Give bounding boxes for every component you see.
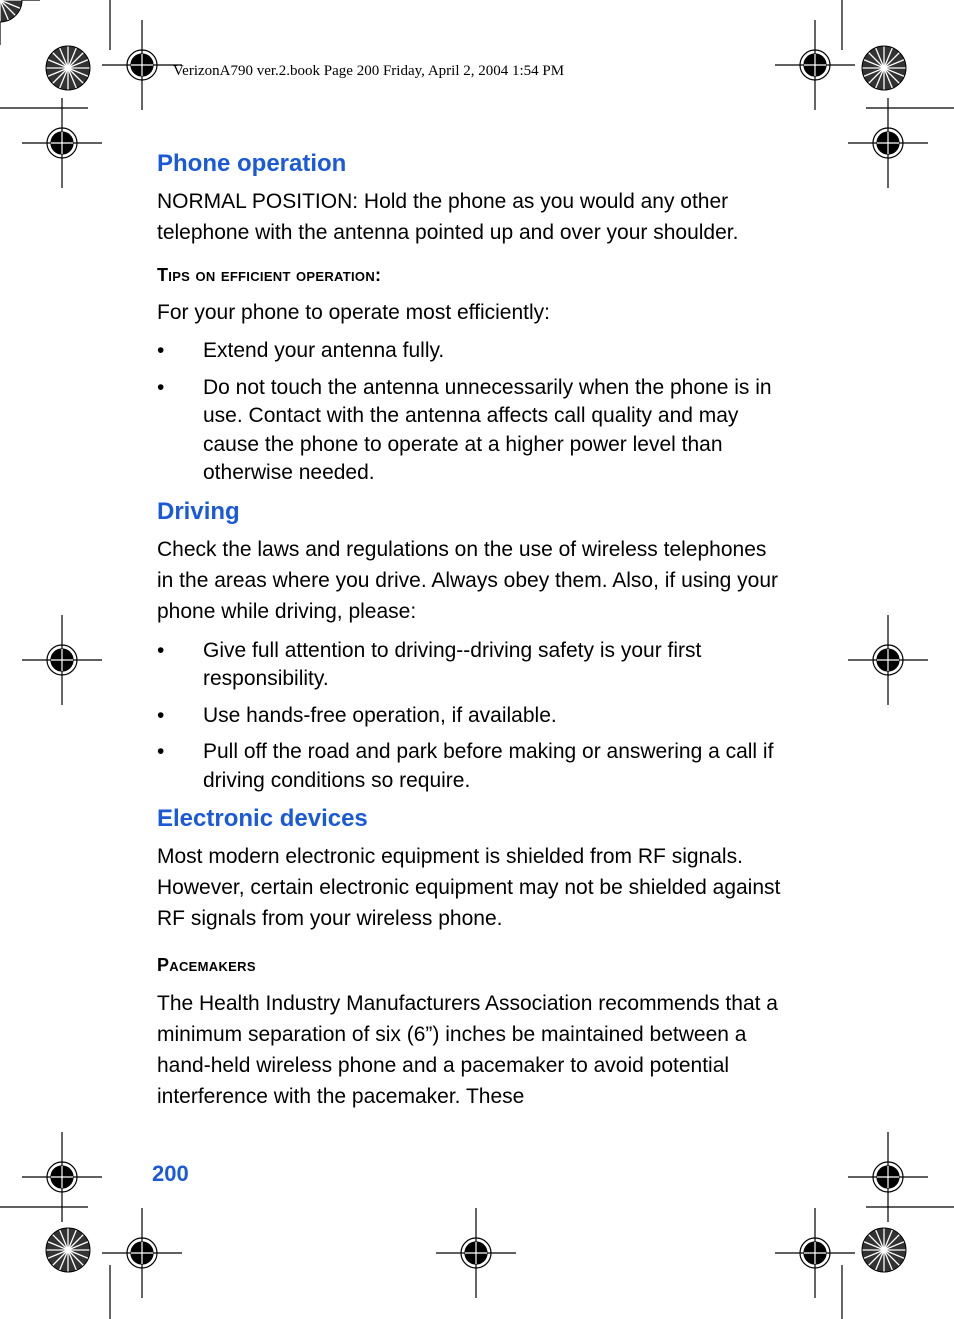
normal-position-paragraph: NORMAL POSITION: Hold the phone as you would any other telephone with the antenna pointed up and over your shoulder.	[157, 190, 739, 244]
list-item-text: Use hands-free operation, if available.	[203, 703, 557, 727]
driving-list	[157, 637, 787, 796]
section-heading-phone-operation: Phone operation	[157, 150, 347, 177]
starburst-target-icon	[0, 0, 22, 22]
list-item	[157, 738, 787, 795]
electronic-devices-intro: Most modern electronic equipment is shielded from RF signals. However, certain electronic equipment may not be shielded against RF signals from your wireless phone.	[157, 845, 781, 930]
list-item	[157, 374, 787, 488]
pacemakers-paragraph: The Health Industry Manufacturers Association recommends that a minimum separation of six (6”) inches be maintained between a hand-held wireless phone and a pacemaker to avoid potential interference with the pacemaker. These	[157, 992, 778, 1108]
bullet-icon: •	[157, 638, 165, 662]
list-item	[157, 702, 787, 731]
list-item-text: Give full attention to driving--driving safety is your first responsibility.	[203, 638, 702, 690]
tips-intro: For your phone to operate most efficiently:	[157, 301, 550, 324]
list-item	[157, 637, 787, 694]
section-heading-electronic-devices: Electronic devices	[157, 805, 368, 832]
tips-list	[157, 337, 787, 488]
bullet-icon: •	[157, 375, 165, 399]
section-heading-driving: Driving	[157, 497, 240, 525]
list-item	[157, 337, 787, 366]
page-content	[157, 148, 787, 1112]
list-item-text: Extend your antenna fully.	[203, 339, 445, 362]
driving-intro: Check the laws and regulations on the use of wireless telephones in the areas where you drive. Always obey them. Also, if using your phone while driving, please:	[157, 537, 778, 623]
list-item-text: Do not touch the antenna unnecessarily when the phone is in use. Contact with the antenna affects call quality and may cause the phone to operate at a higher power level than otherwise needed.	[203, 375, 772, 484]
bullet-icon: •	[157, 339, 165, 362]
list-item-text: Pull off the road and park before making or answering a call if driving conditions so require.	[203, 740, 774, 792]
page-number: 200	[152, 1161, 189, 1186]
subheading-tips: Tips on efficient operation:	[157, 265, 382, 285]
bullet-icon: •	[157, 740, 165, 763]
bullet-icon: •	[157, 703, 165, 727]
print-header: VerizonA790 ver.2.book Page 200 Friday, April 2, 2004 1:54 PM	[173, 63, 565, 79]
subheading-pacemakers: Pacemakers	[157, 955, 256, 975]
